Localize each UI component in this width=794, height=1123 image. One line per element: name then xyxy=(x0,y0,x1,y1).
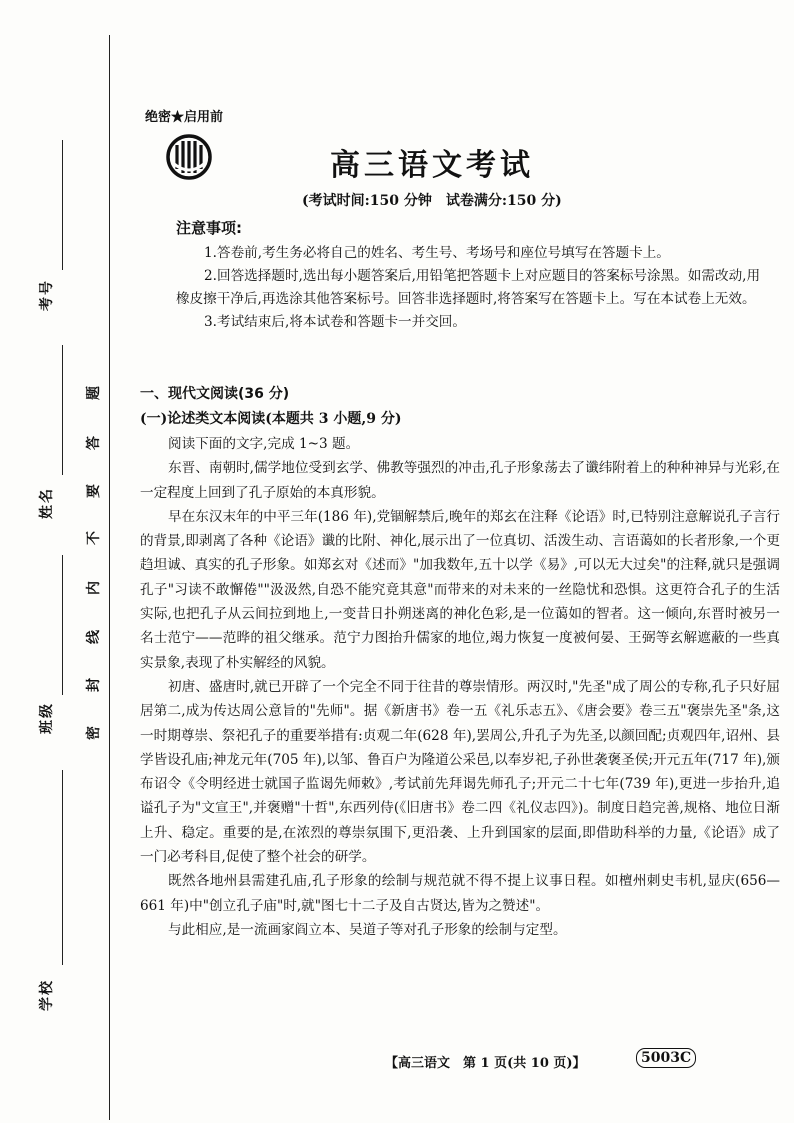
seal-char: 不 xyxy=(86,531,102,545)
notice-item: 3.考试结束后,将本试卷和答题卡一并交回。 xyxy=(204,314,466,330)
section-heading: 一、现代文阅读(36 分) xyxy=(140,386,290,402)
notice-item: 2.回答选择题时,选出每小题答案后,用铅笔把答题卡上对应题目的答案标号涂黑。如需改动,用橡皮擦干净后,再选涂其他答案标号。回答非选择题时,将答案写在答题卡上。写在本试卷上无效。 xyxy=(176,268,761,307)
page-title: 高三语文考试 xyxy=(330,148,534,183)
school-label: 学校 xyxy=(39,979,55,1011)
secret-label: 绝密★启用前 xyxy=(145,110,224,125)
exam-no-label: 考号 xyxy=(39,279,55,311)
page-footer: 【高三语文 第 1 页(共 10 页)】 xyxy=(385,1056,586,1071)
subsection-heading: (一)论述类文本阅读(本题共 3 小题,9 分) xyxy=(140,411,402,427)
paragraph: 早在东汉末年的中平三年(186 年),党锢解禁后,晚年的郑玄在注释《论语》时,已特别注意解说孔子言行的背景,即剥离了各种《论语》谶的比附、神化,展示出了一位真切、活泼生动、言语蔼如的长者形象,一个更趋坦诚、真实的孔子形象。如郑玄对《述而》"加我数年,五十以学《易》,可以无大过矣"的注释,就只是强调孔子"习读不敢懈倦""汲汲然,自恐不能究竟其意"而带来的对未来的一丝隐忧和恐惧。这更符合孔子的生活实际,也把孔子从云间拉到地上,一变昔日扑朔迷离的神化色彩,是一位蔼如的智者。这一倾向,东晋时被另一名士范宁——范晔的祖父继承。范宁力图抬升儒家的地位,竭力恢复一度被何晏、王弼等玄解遮蔽的一些真实景象,表现了朴实解经的风貌。 xyxy=(140,508,780,671)
name-label: 姓名 xyxy=(39,487,55,519)
paper-code: 5003C xyxy=(636,1048,696,1068)
seal-char: 密 xyxy=(86,726,102,740)
paragraph: 既然各地州县需建孔庙,孔子形象的绘制与规范就不得不提上议事日程。如檀州刺史韦机,显庆(656—661 年)中"创立孔子庙"时,就"图七十二子及自古贤达,皆为之赞述"。 xyxy=(140,873,780,914)
seal-char: 题 xyxy=(86,386,102,400)
notice-item: 1.答卷前,考生务必将自己的姓名、考生号、考场号和座位号填写在答题卡上。 xyxy=(204,245,670,261)
seal-char: 线 xyxy=(86,630,102,644)
seal-char: 答 xyxy=(86,436,102,450)
seal-char: 封 xyxy=(86,678,102,692)
binding-line xyxy=(109,35,110,1120)
exam-logo-icon xyxy=(165,133,213,181)
paragraph: 东晋、南朝时,儒学地位受到玄学、佛教等强烈的冲击,孔子形象荡去了谶纬附着上的种种神异与光彩,在一定程度上回到了孔子原始的本真形貌。 xyxy=(140,460,780,501)
class-blank[interactable] xyxy=(62,555,63,695)
seal-char: 内 xyxy=(86,581,102,595)
paragraph: 初唐、盛唐时,就已开辟了一个完全不同于往昔的尊崇情形。两汉时,"先圣"成了周公的专称,孔子只好屈居第二,成为传达周公意旨的"先师"。据《新唐书》卷一五《礼乐志五》、《唐会要》卷三五"褒崇先圣"条,这一时期尊崇、祭祀孔子的重要举措有:贞观二年(628 年),罢周公,升孔子为先圣,以颜回配;贞观四年,诏州、县学皆设孔庙;神龙元年(705 年),以邹、鲁百户为隆道公采邑,以奉岁祀,子孙世袭褒圣侯;开元五年(717 年),颁布诏令《令明经进士就国子监谒先师敕》,考试前先拜谒先师孔子;开元二十七年(739 年),更进一步抬升,追谥孔子为"文宣王",并褒赠"十哲",东西列侍(《旧唐书》卷二四《礼仪志四》)。制度日趋完善,规格、地位日渐上升、稳定。重要的是,在浓烈的尊崇氛围下,更沿袭、上升到国家的层面,即借助科举的力量,《论语》成了一门必考科目,促使了整个社会的研学。 xyxy=(140,678,780,866)
seal-char: 要 xyxy=(86,484,102,498)
name-blank[interactable] xyxy=(62,345,63,475)
class-label: 班级 xyxy=(39,702,55,734)
notice-title: 注意事项: xyxy=(176,219,242,237)
paragraph: 阅读下面的文字,完成 1~3 题。 xyxy=(168,436,360,452)
exam-no-blank[interactable] xyxy=(62,140,63,270)
paragraph: 与此相应,是一流画家阎立本、吴道子等对孔子形象的绘制与定型。 xyxy=(168,921,567,938)
reading-passage xyxy=(140,432,780,942)
school-blank[interactable] xyxy=(62,770,63,965)
notice-list xyxy=(176,242,766,334)
exam-info: (考试时间:150 分钟 试卷满分:150 分) xyxy=(302,193,562,209)
